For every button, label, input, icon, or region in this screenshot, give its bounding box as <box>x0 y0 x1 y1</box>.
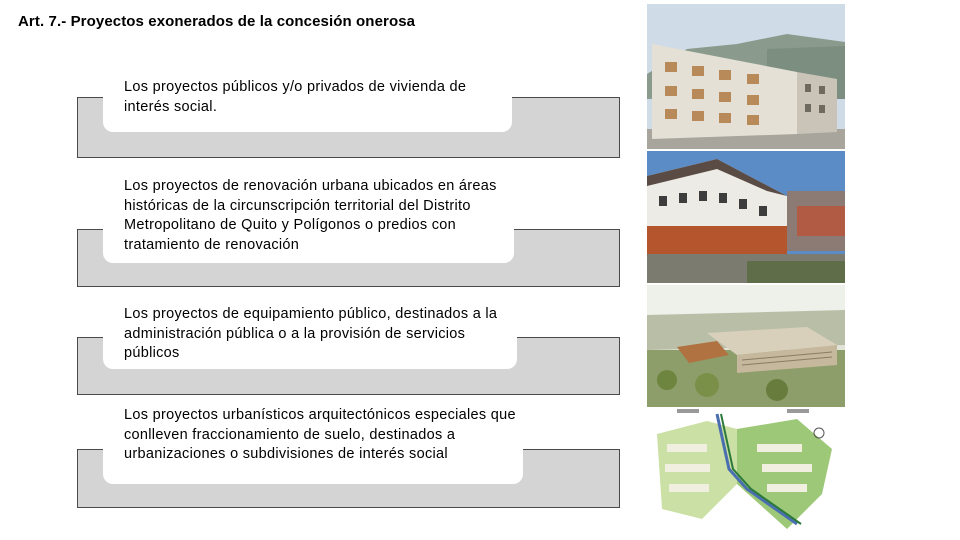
historic-renovation-photo <box>647 151 845 283</box>
housing-building-photo <box>647 4 845 149</box>
item-text-4: Los proyectos urbanísticos arquitectónicos especiales que conlleven fraccionamiento de suelo, destinados a urbanizaciones o subdivisiones de interés social <box>103 406 523 484</box>
urban-subdivision-plan <box>647 409 845 537</box>
item-text-3: Los proyectos de equipamiento público, destinados a la administración pública o a la provisión de servicios públicos <box>103 305 517 369</box>
item-text-2: Los proyectos de renovación urbana ubicados en áreas históricas de la circunscripción territorial del Distrito Metropolitano de Quito y Polígonos o predios con tratamiento de renovación <box>103 177 514 263</box>
slide-title: Art. 7.- Proyectos exonerados de la concesión onerosa <box>18 13 416 30</box>
public-facility-rendering <box>647 285 845 407</box>
item-text-1: Los proyectos públicos y/o privados de vivienda de interés social. <box>103 78 512 132</box>
